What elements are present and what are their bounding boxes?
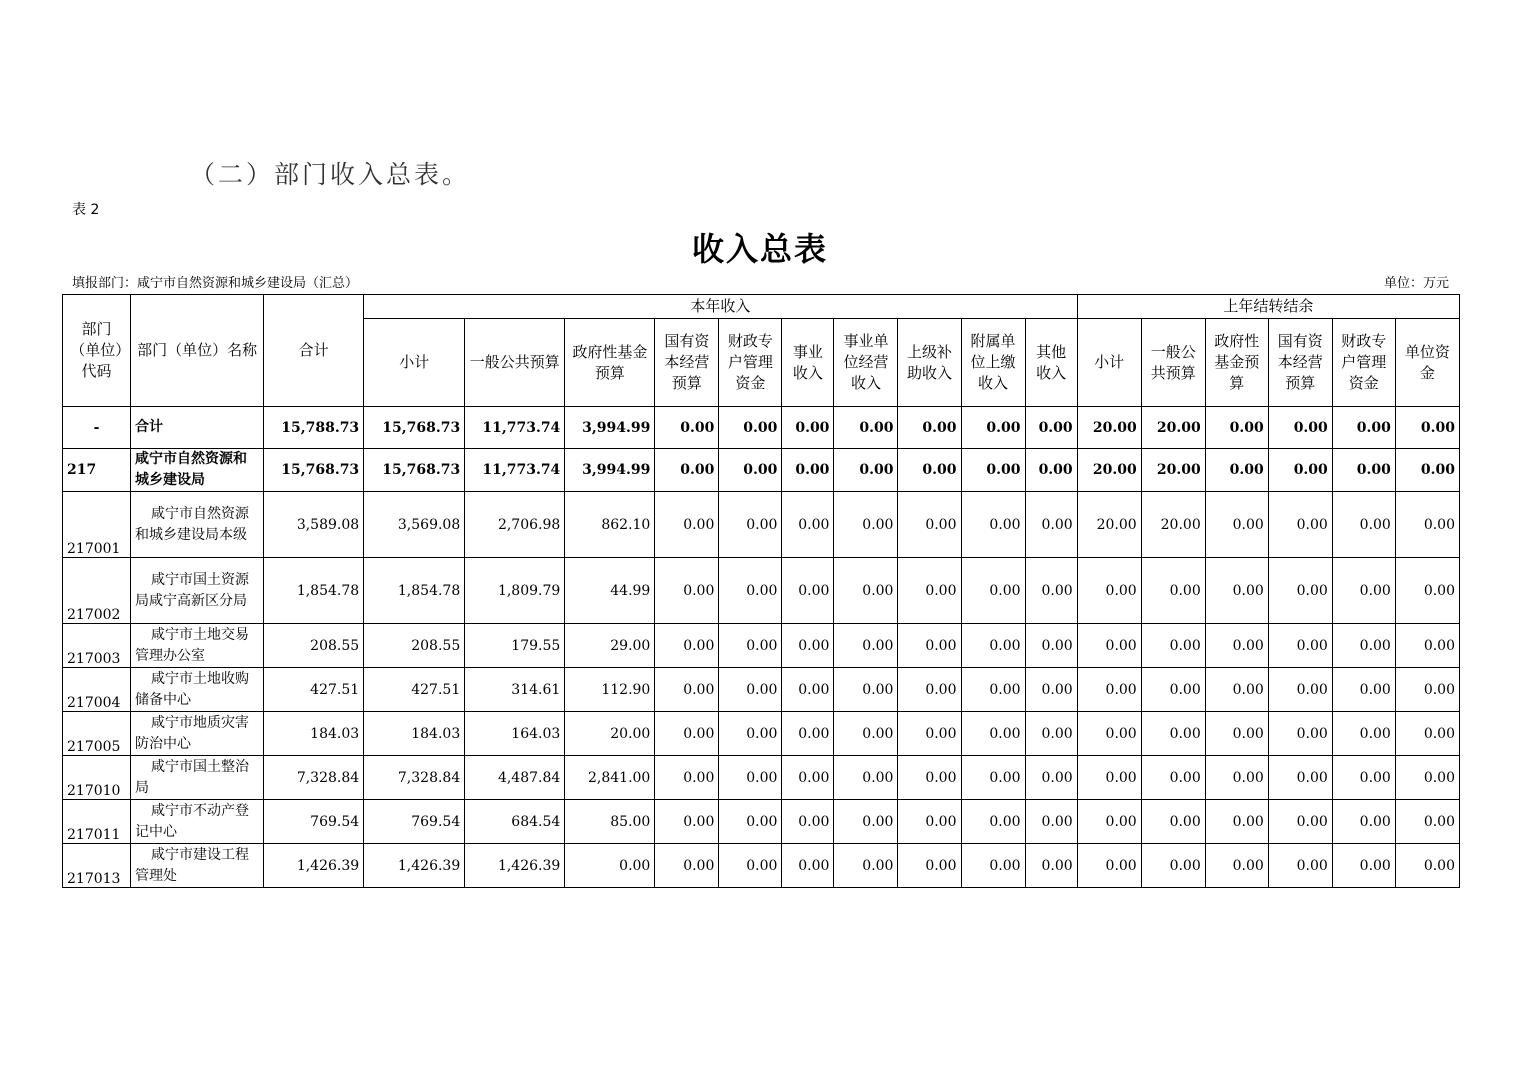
row-value: 20.00 xyxy=(1077,407,1141,449)
row-value: 0.00 xyxy=(719,624,782,668)
row-name: 咸宁市建设工程管理处 xyxy=(131,844,264,888)
row-value: 0.00 xyxy=(782,668,834,712)
row-value: 184.03 xyxy=(264,712,364,756)
row-value: 0.00 xyxy=(782,756,834,800)
table-row xyxy=(63,558,1460,624)
header-cur-gov-fund: 政府性基金预算 xyxy=(565,319,655,407)
row-value: 0.00 xyxy=(1141,558,1205,624)
row-value: 0.00 xyxy=(1025,844,1077,888)
row-value: 3,994.99 xyxy=(565,407,655,449)
row-value: 208.55 xyxy=(364,624,465,668)
row-value: 0.00 xyxy=(1332,449,1395,492)
row-value: 0.00 xyxy=(1332,492,1395,558)
row-code: 217001 xyxy=(63,492,131,558)
row-value: 20.00 xyxy=(565,712,655,756)
row-value: 0.00 xyxy=(655,844,719,888)
row-value: 0.00 xyxy=(1205,844,1268,888)
section-title: （二）部门收入总表。 xyxy=(190,160,471,189)
row-value: 112.90 xyxy=(565,668,655,712)
row-value: 0.00 xyxy=(1205,756,1268,800)
row-value: 0.00 xyxy=(1395,844,1459,888)
row-value: 2,706.98 xyxy=(465,492,565,558)
table-row xyxy=(63,668,1460,712)
row-value: 769.54 xyxy=(364,800,465,844)
row-value: 1,854.78 xyxy=(364,558,465,624)
row-code: 217013 xyxy=(63,844,131,888)
row-value: 0.00 xyxy=(655,712,719,756)
row-value: 0.00 xyxy=(961,756,1025,800)
row-value: 0.00 xyxy=(898,800,961,844)
row-value: 11,773.74 xyxy=(465,407,565,449)
row-value: 4,487.84 xyxy=(465,756,565,800)
row-value: 0.00 xyxy=(1395,712,1459,756)
row-value: 0.00 xyxy=(1077,756,1141,800)
row-value: 179.55 xyxy=(465,624,565,668)
row-value: 0.00 xyxy=(1205,492,1268,558)
row-value: 0.00 xyxy=(898,844,961,888)
row-value: 0.00 xyxy=(782,449,834,492)
row-value: 15,768.73 xyxy=(264,449,364,492)
row-value: 0.00 xyxy=(719,449,782,492)
row-value: 0.00 xyxy=(1141,844,1205,888)
row-value: 0.00 xyxy=(1025,712,1077,756)
row-value: 0.00 xyxy=(719,668,782,712)
row-value: 0.00 xyxy=(1268,558,1332,624)
row-value: 684.54 xyxy=(465,800,565,844)
row-value: 0.00 xyxy=(1205,800,1268,844)
row-value: 0.00 xyxy=(898,407,961,449)
row-value: 0.00 xyxy=(1205,449,1268,492)
row-value: 7,328.84 xyxy=(364,756,465,800)
row-value: 0.00 xyxy=(834,712,898,756)
row-value: 0.00 xyxy=(655,756,719,800)
table-row xyxy=(63,800,1460,844)
row-value: 0.00 xyxy=(655,624,719,668)
row-value: 20.00 xyxy=(1141,407,1205,449)
row-value: 0.00 xyxy=(1141,756,1205,800)
header-last-subtotal: 小计 xyxy=(1077,319,1141,407)
header-total: 合计 xyxy=(264,295,364,407)
row-value: 0.00 xyxy=(655,407,719,449)
row-value: 1,809.79 xyxy=(465,558,565,624)
row-value: 0.00 xyxy=(1077,712,1141,756)
row-value: 3,994.99 xyxy=(565,449,655,492)
row-value: 0.00 xyxy=(1332,712,1395,756)
header-cur-state-capital: 国有资本经营预算 xyxy=(655,319,719,407)
row-value: 0.00 xyxy=(1268,407,1332,449)
row-value: 0.00 xyxy=(1205,558,1268,624)
header-cur-superior-subsidy: 上级补助收入 xyxy=(898,319,961,407)
header-cur-fiscal-account: 财政专户管理资金 xyxy=(719,319,782,407)
row-value: 0.00 xyxy=(1395,668,1459,712)
row-value: 0.00 xyxy=(782,800,834,844)
row-code: 217002 xyxy=(63,558,131,624)
row-value: 20.00 xyxy=(1141,492,1205,558)
table-row xyxy=(63,844,1460,888)
row-value: 0.00 xyxy=(1332,668,1395,712)
row-value: 0.00 xyxy=(961,624,1025,668)
header-current-year: 本年收入 xyxy=(364,295,1078,319)
header-last-fiscal-account: 财政专户管理资金 xyxy=(1332,319,1395,407)
header-last-state-capital: 国有资本经营预算 xyxy=(1268,319,1332,407)
row-name: 合计 xyxy=(131,407,264,449)
row-value: 0.00 xyxy=(1268,492,1332,558)
header-name: 部门（单位）名称 xyxy=(131,295,264,407)
row-value: 0.00 xyxy=(1395,558,1459,624)
row-value: 0.00 xyxy=(1268,756,1332,800)
row-value: 0.00 xyxy=(898,558,961,624)
row-value: 0.00 xyxy=(961,558,1025,624)
header-last-gov-fund: 政府性基金预算 xyxy=(1205,319,1268,407)
row-value: 0.00 xyxy=(1332,624,1395,668)
row-value: 0.00 xyxy=(834,449,898,492)
row-value: 0.00 xyxy=(1268,712,1332,756)
table-row xyxy=(63,624,1460,668)
row-value: 0.00 xyxy=(1268,800,1332,844)
row-value: 0.00 xyxy=(655,558,719,624)
row-value: 0.00 xyxy=(1395,449,1459,492)
row-value: 20.00 xyxy=(1077,492,1141,558)
row-value: 20.00 xyxy=(1141,449,1205,492)
row-value: 0.00 xyxy=(961,712,1025,756)
row-value: 0.00 xyxy=(898,756,961,800)
row-value: 0.00 xyxy=(719,800,782,844)
row-value: 0.00 xyxy=(1268,449,1332,492)
row-value: 0.00 xyxy=(1332,407,1395,449)
header-last-unit-funds: 单位资金 xyxy=(1395,319,1459,407)
header-cur-affiliated-income: 附属单位上缴收入 xyxy=(961,319,1025,407)
row-value: 0.00 xyxy=(1268,844,1332,888)
header-code: 部门（单位）代码 xyxy=(63,295,131,407)
header-last-year: 上年结转结余 xyxy=(1077,295,1459,319)
row-value: 7,328.84 xyxy=(264,756,364,800)
row-value: 0.00 xyxy=(655,449,719,492)
row-value: 0.00 xyxy=(1332,756,1395,800)
row-value: 0.00 xyxy=(1077,800,1141,844)
row-value: 3,569.08 xyxy=(364,492,465,558)
row-value: 0.00 xyxy=(1395,624,1459,668)
row-value: 0.00 xyxy=(834,756,898,800)
row-value: 15,768.73 xyxy=(364,449,465,492)
row-value: 0.00 xyxy=(1268,668,1332,712)
row-value: 0.00 xyxy=(1332,800,1395,844)
header-cur-operating-income: 事业单位经营收入 xyxy=(834,319,898,407)
row-value: 0.00 xyxy=(1077,558,1141,624)
header-last-general-budget: 一般公共预算 xyxy=(1141,319,1205,407)
row-value: 1,426.39 xyxy=(364,844,465,888)
row-code: - xyxy=(63,407,131,449)
table-row xyxy=(63,756,1460,800)
row-code: 217011 xyxy=(63,800,131,844)
row-value: 20.00 xyxy=(1077,449,1141,492)
unit-label: 单位：万元 xyxy=(1383,276,1449,291)
row-value: 15,768.73 xyxy=(364,407,465,449)
row-value: 0.00 xyxy=(898,492,961,558)
row-value: 0.00 xyxy=(1205,668,1268,712)
row-value: 0.00 xyxy=(782,407,834,449)
row-value: 0.00 xyxy=(834,624,898,668)
income-table xyxy=(62,294,1460,888)
row-name: 咸宁市土地收购储备中心 xyxy=(131,668,264,712)
row-value: 0.00 xyxy=(719,712,782,756)
row-value: 0.00 xyxy=(1205,712,1268,756)
row-value: 0.00 xyxy=(1395,492,1459,558)
table-body xyxy=(63,407,1460,888)
row-value: 0.00 xyxy=(1268,624,1332,668)
row-value: 0.00 xyxy=(1077,624,1141,668)
row-code: 217003 xyxy=(63,624,131,668)
row-value: 0.00 xyxy=(898,668,961,712)
row-value: 0.00 xyxy=(961,800,1025,844)
row-name: 咸宁市地质灾害防治中心 xyxy=(131,712,264,756)
row-value: 15,788.73 xyxy=(264,407,364,449)
row-value: 0.00 xyxy=(1141,624,1205,668)
row-value: 0.00 xyxy=(655,668,719,712)
row-value: 0.00 xyxy=(782,844,834,888)
row-value: 0.00 xyxy=(961,492,1025,558)
row-value: 0.00 xyxy=(834,800,898,844)
row-value: 0.00 xyxy=(1025,800,1077,844)
row-value: 0.00 xyxy=(719,407,782,449)
header-cur-other-income: 其他收入 xyxy=(1025,319,1077,407)
row-value: 0.00 xyxy=(1025,668,1077,712)
row-name: 咸宁市国土整治局 xyxy=(131,756,264,800)
row-value: 2,841.00 xyxy=(565,756,655,800)
table-row xyxy=(63,407,1460,449)
header-cur-business-income: 事业收入 xyxy=(782,319,834,407)
row-value: 0.00 xyxy=(1077,844,1141,888)
row-code: 217 xyxy=(63,449,131,492)
row-value: 0.00 xyxy=(1025,492,1077,558)
row-name: 咸宁市土地交易管理办公室 xyxy=(131,624,264,668)
row-value: 0.00 xyxy=(961,844,1025,888)
filler-department: 填报部门：咸宁市自然资源和城乡建设局（汇总） xyxy=(72,276,359,291)
row-name: 咸宁市自然资源和城乡建设局 xyxy=(131,449,264,492)
row-code: 217005 xyxy=(63,712,131,756)
row-value: 0.00 xyxy=(782,712,834,756)
row-value: 0.00 xyxy=(1025,449,1077,492)
row-value: 0.00 xyxy=(782,558,834,624)
table-row xyxy=(63,492,1460,558)
row-value: 0.00 xyxy=(898,449,961,492)
table-row xyxy=(63,712,1460,756)
row-value: 0.00 xyxy=(1332,558,1395,624)
row-value: 0.00 xyxy=(1395,756,1459,800)
row-value: 427.51 xyxy=(264,668,364,712)
row-code: 217004 xyxy=(63,668,131,712)
row-value: 0.00 xyxy=(1205,624,1268,668)
row-value: 1,854.78 xyxy=(264,558,364,624)
header-cur-subtotal: 小计 xyxy=(364,319,465,407)
row-value: 0.00 xyxy=(1025,558,1077,624)
row-name: 咸宁市自然资源和城乡建设局本级 xyxy=(131,492,264,558)
row-value: 208.55 xyxy=(264,624,364,668)
row-value: 427.51 xyxy=(364,668,465,712)
row-value: 0.00 xyxy=(1141,712,1205,756)
row-value: 0.00 xyxy=(898,712,961,756)
row-value: 0.00 xyxy=(1395,800,1459,844)
row-value: 0.00 xyxy=(1077,668,1141,712)
row-value: 11,773.74 xyxy=(465,449,565,492)
row-value: 314.61 xyxy=(465,668,565,712)
row-value: 164.03 xyxy=(465,712,565,756)
row-value: 0.00 xyxy=(961,668,1025,712)
row-value: 0.00 xyxy=(1205,407,1268,449)
row-value: 0.00 xyxy=(1141,800,1205,844)
row-value: 0.00 xyxy=(1332,844,1395,888)
row-code: 217010 xyxy=(63,756,131,800)
row-value: 0.00 xyxy=(834,844,898,888)
row-value: 0.00 xyxy=(782,624,834,668)
row-value: 0.00 xyxy=(1025,624,1077,668)
row-value: 85.00 xyxy=(565,800,655,844)
row-value: 0.00 xyxy=(655,800,719,844)
table-row xyxy=(63,449,1460,492)
row-value: 0.00 xyxy=(1141,668,1205,712)
row-value: 0.00 xyxy=(719,756,782,800)
row-value: 1,426.39 xyxy=(264,844,364,888)
row-value: 769.54 xyxy=(264,800,364,844)
row-value: 0.00 xyxy=(834,492,898,558)
row-value: 0.00 xyxy=(655,492,719,558)
table-number: 表 2 xyxy=(72,202,100,218)
row-value: 0.00 xyxy=(834,407,898,449)
row-value: 0.00 xyxy=(719,558,782,624)
row-value: 0.00 xyxy=(961,449,1025,492)
row-value: 0.00 xyxy=(834,558,898,624)
row-name: 咸宁市国土资源局咸宁高新区分局 xyxy=(131,558,264,624)
row-name: 咸宁市不动产登记中心 xyxy=(131,800,264,844)
row-value: 0.00 xyxy=(898,624,961,668)
row-value: 184.03 xyxy=(364,712,465,756)
page-title: 收入总表 xyxy=(691,230,828,268)
row-value: 0.00 xyxy=(961,407,1025,449)
row-value: 44.99 xyxy=(565,558,655,624)
row-value: 29.00 xyxy=(565,624,655,668)
row-value: 0.00 xyxy=(565,844,655,888)
row-value: 3,589.08 xyxy=(264,492,364,558)
row-value: 0.00 xyxy=(719,844,782,888)
row-value: 0.00 xyxy=(719,492,782,558)
row-value: 0.00 xyxy=(782,492,834,558)
row-value: 0.00 xyxy=(1395,407,1459,449)
row-value: 862.10 xyxy=(565,492,655,558)
header-cur-general-budget: 一般公共预算 xyxy=(465,319,565,407)
row-value: 1,426.39 xyxy=(465,844,565,888)
row-value: 0.00 xyxy=(1025,756,1077,800)
row-value: 0.00 xyxy=(834,668,898,712)
row-value: 0.00 xyxy=(1025,407,1077,449)
